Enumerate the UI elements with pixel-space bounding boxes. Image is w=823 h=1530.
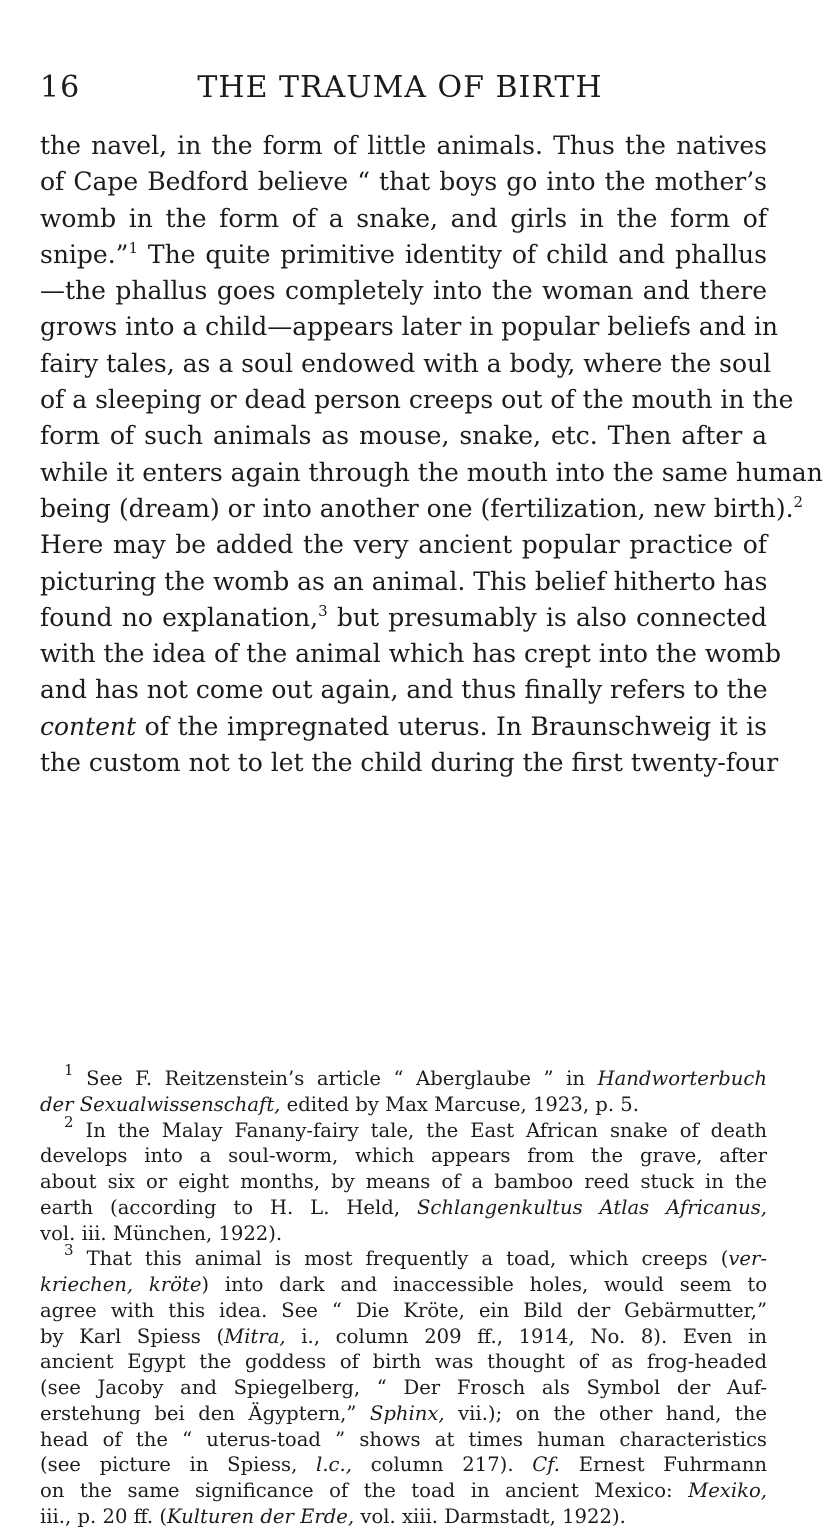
text-fragment: Sphinx, <box>369 1401 445 1425</box>
footnote-line: head of the “ uterus-toad ” shows at times human characteristics <box>40 1427 767 1451</box>
footnote-marker-3: 3 <box>318 601 328 620</box>
text-fragment: erstehung bei den Ägyptern,” <box>40 1401 370 1425</box>
text-fragment: l.c., <box>316 1453 352 1477</box>
footnote-2 <box>40 1112 767 1144</box>
text-fragment: content <box>40 711 137 741</box>
footnote-line: develops into a soul-worm, which appears from the grave, after <box>40 1144 767 1168</box>
text-line: grows into a child—appears later in popular beliefs and in <box>40 312 778 342</box>
text-fragment: of the impregnated uterus. In Braunschweig it is <box>136 711 767 741</box>
text-fragment: ver- <box>728 1247 767 1271</box>
text-fragment: column 217). <box>351 1453 533 1477</box>
text-fragment: found no explanation, <box>40 602 319 632</box>
text-line <box>40 709 767 745</box>
running-head: THE TRAUMA OF BIRTH <box>197 70 603 105</box>
text-fragment: i., column 209 ff., 1914, No. 8). Even in <box>285 1324 767 1348</box>
text-fragment: Cf. <box>532 1453 561 1477</box>
footnote-line <box>40 1272 767 1298</box>
footnote-number: 3 <box>64 1241 74 1260</box>
footnote-line: (see Jacoby and Spiegelberg, “ Der Frosch als Symbol der Auf- <box>40 1376 767 1399</box>
text-fragment: being (dream) or into another one (fertilization, new birth). <box>40 493 794 523</box>
footnote-line <box>40 1452 767 1478</box>
text-line: the custom not to let the child during the first twenty-four <box>40 748 779 778</box>
text-fragment: Ernest Fuhrmann <box>560 1453 767 1477</box>
text-fragment: Mitra, <box>224 1324 286 1348</box>
text-line: the navel, in the form of little animals. Thus the natives <box>40 131 767 160</box>
footnote-1 <box>40 1061 767 1092</box>
text-fragment: Handworterbuch <box>597 1067 767 1090</box>
text-fragment: See F. Reitzenstein’s article “ Aberglaube ” in <box>86 1067 598 1090</box>
text-line: womb in the form of a snake, and girls in the form of <box>40 203 767 233</box>
text-fragment: der Sexualwissenschaft, <box>40 1092 281 1116</box>
text-line <box>40 600 767 636</box>
text-fragment: (see picture in Spiess, <box>40 1453 317 1477</box>
text-fragment: kriechen, kröte <box>40 1273 202 1296</box>
text-line <box>40 491 804 527</box>
footnote-line <box>40 1504 767 1530</box>
footnote-line <box>40 1478 767 1504</box>
footnote-line <box>40 1401 767 1427</box>
text-fragment: vol. xiii. Darmstadt, 1922). <box>354 1504 626 1528</box>
footnote-line: about six or eight months, by means of a bamboo reed stuck in the <box>40 1170 767 1193</box>
text-fragment: That this animal is most frequently a toad, which creeps ( <box>86 1247 729 1271</box>
text-fragment: earth (according to H. L. Held, <box>40 1195 417 1219</box>
footnote-marker-1: 1 <box>128 238 138 257</box>
text-line: form of such animals as mouse, snake, etc. Then after a <box>40 421 767 451</box>
footnote-line: vol. iii. München, 1922). <box>40 1221 283 1245</box>
text-line: picturing the womb as an animal. This belief hitherto has <box>40 566 768 596</box>
footnote-line: agree with this idea. See “ Die Kröte, ein Bild der Gebärmutter,” <box>40 1298 767 1322</box>
footnote-line: ancient Egypt the goddess of birth was thought of as frog-headed <box>40 1350 767 1374</box>
text-line: with the idea of the animal which has crept into the womb <box>40 639 781 669</box>
footnote-3 <box>40 1241 767 1272</box>
text-fragment: iii., p. 20 ff. ( <box>40 1504 167 1528</box>
text-fragment: Mexiko, <box>688 1479 767 1502</box>
footnote-line <box>40 1195 767 1221</box>
footnote-number: 1 <box>64 1061 74 1079</box>
text-fragment: ) into dark and inaccessible holes, would seem to <box>201 1273 768 1296</box>
page-number: 16 <box>40 70 81 105</box>
footnotes <box>40 1061 768 1530</box>
text-line: and has not come out again, and thus finally refers to the <box>40 675 768 705</box>
footnote-marker-2: 2 <box>793 492 804 511</box>
footnote-number: 2 <box>64 1112 74 1131</box>
text-fragment: In the Malay Fanany-fairy tale, the East African snake of death <box>85 1118 767 1142</box>
text-line <box>40 237 767 273</box>
footnote-line <box>40 1324 767 1350</box>
text-line: while it enters again through the mouth into the same human <box>40 457 823 487</box>
text-fragment: The quite primitive identity of child and phallus <box>138 239 767 269</box>
text-fragment: Kulturen der Erde, <box>166 1504 355 1528</box>
text-fragment: by Karl Spiess ( <box>40 1324 225 1348</box>
text-line: fairy tales, as a soul endowed with a body, where the soul <box>40 348 772 378</box>
text-fragment: Schlangenkultus Atlas Africanus, <box>416 1195 768 1219</box>
text-fragment: but presumably is also connected <box>327 602 767 632</box>
text-fragment: on the same significance of the toad in ancient Mexico: <box>40 1479 689 1502</box>
text-line: —the phallus goes completely into the woman and there <box>40 276 767 306</box>
body-text <box>40 128 823 781</box>
text-fragment: snipe.” <box>40 239 129 269</box>
text-fragment: edited by Max Marcuse, 1923, p. 5. <box>280 1092 639 1116</box>
text-line: Here may be added the very ancient popular practice of <box>40 530 767 560</box>
text-line: of Cape Bedford believe “ that boys go into the mother’s <box>40 167 767 197</box>
text-fragment: vii.); on the other hand, the <box>444 1401 768 1425</box>
footnote-line <box>40 1092 767 1118</box>
text-line: of a sleeping or dead person creeps out of the mouth in the <box>40 385 794 415</box>
